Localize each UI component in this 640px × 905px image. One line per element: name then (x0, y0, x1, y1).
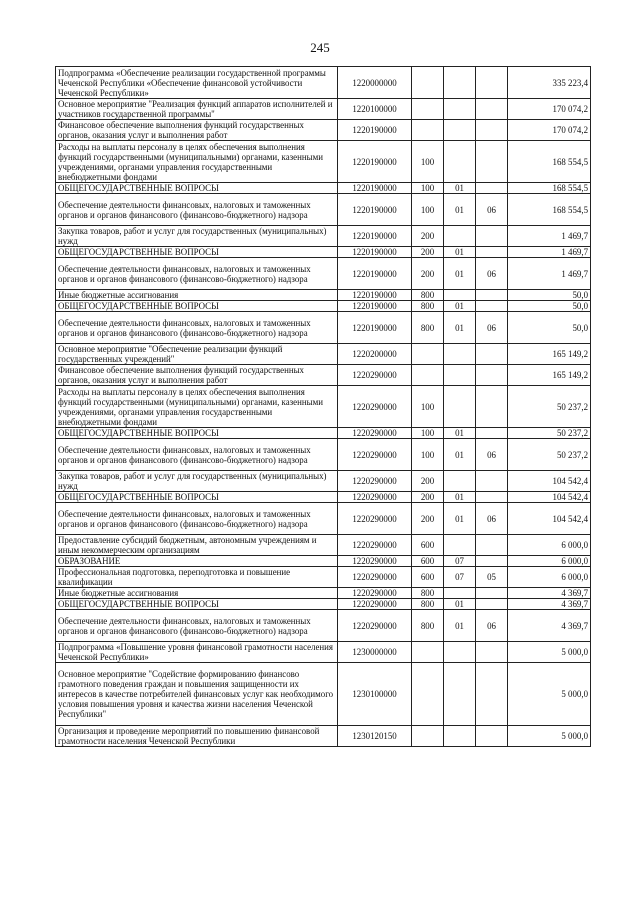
cell-name: Расходы на выплаты персоналу в целях обеспечения выполнения функций государственными (муниципальными) органами, казенными учреждениями, органами управления государственными внебюджетными фондами (56, 386, 338, 428)
cell-pr (476, 428, 508, 439)
cell-sum: 6 000,0 (508, 556, 591, 567)
cell-rz (444, 290, 476, 301)
cell-vr: 200 (412, 492, 444, 503)
cell-code: 1220290000 (338, 428, 412, 439)
cell-rz: 01 (444, 258, 476, 290)
cell-vr: 200 (412, 503, 444, 535)
cell-rz (444, 365, 476, 386)
cell-sum: 165 149,2 (508, 344, 591, 365)
cell-pr: 06 (476, 439, 508, 471)
cell-rz (444, 386, 476, 428)
cell-name: Иные бюджетные ассигнования (56, 588, 338, 599)
cell-name: ОБЩЕГОСУДАРСТВЕННЫЕ ВОПРОСЫ (56, 301, 338, 312)
cell-vr (412, 365, 444, 386)
cell-code: 1220290000 (338, 471, 412, 492)
cell-pr (476, 120, 508, 141)
cell-code: 1220290000 (338, 567, 412, 588)
cell-pr (476, 599, 508, 610)
cell-vr: 100 (412, 183, 444, 194)
cell-pr (476, 365, 508, 386)
cell-sum: 165 149,2 (508, 365, 591, 386)
cell-code: 1220190000 (338, 290, 412, 301)
cell-vr: 800 (412, 290, 444, 301)
cell-code: 1220190000 (338, 258, 412, 290)
cell-vr: 200 (412, 226, 444, 247)
table-row (56, 492, 591, 503)
table-row (56, 99, 591, 120)
cell-sum: 104 542,4 (508, 503, 591, 535)
cell-name: Обеспечение деятельности финансовых, налоговых и таможенных органов и органов финансового (финансово-бюджетного) надзора (56, 194, 338, 226)
cell-rz: 01 (444, 312, 476, 344)
cell-vr: 100 (412, 439, 444, 471)
cell-sum: 1 469,7 (508, 258, 591, 290)
cell-sum: 6 000,0 (508, 535, 591, 556)
cell-rz (444, 99, 476, 120)
cell-rz: 01 (444, 428, 476, 439)
cell-vr: 600 (412, 556, 444, 567)
cell-sum: 50,0 (508, 301, 591, 312)
cell-vr (412, 663, 444, 726)
cell-name: Организация и проведение мероприятий по повышению финансовой грамотности населения Чеченской Республики (56, 726, 338, 747)
cell-pr (476, 67, 508, 99)
cell-name: Иные бюджетные ассигнования (56, 290, 338, 301)
cell-vr: 200 (412, 247, 444, 258)
cell-name: Предоставление субсидий бюджетным, автономным учреждениям и иным некоммерческим организациям (56, 535, 338, 556)
cell-name: ОБЩЕГОСУДАРСТВЕННЫЕ ВОПРОСЫ (56, 492, 338, 503)
cell-pr (476, 588, 508, 599)
cell-pr: 06 (476, 503, 508, 535)
cell-code: 1220290000 (338, 386, 412, 428)
cell-name: Обеспечение деятельности финансовых, налоговых и таможенных органов и органов финансового (финансово-бюджетного) надзора (56, 610, 338, 642)
table-row (56, 726, 591, 747)
cell-code: 1220290000 (338, 503, 412, 535)
table-row (56, 556, 591, 567)
cell-sum: 335 223,4 (508, 67, 591, 99)
cell-sum: 5 000,0 (508, 663, 591, 726)
cell-name: Обеспечение деятельности финансовых, налоговых и таможенных органов и органов финансового (финансово-бюджетного) надзора (56, 312, 338, 344)
table-row (56, 226, 591, 247)
table-row (56, 599, 591, 610)
cell-name: Расходы на выплаты персоналу в целях обеспечения выполнения функций государственными (муниципальными) органами, казенными учреждениями, органами управления государственными внебюджетными фондами (56, 141, 338, 183)
cell-sum: 1 469,7 (508, 226, 591, 247)
cell-sum: 50 237,2 (508, 386, 591, 428)
cell-vr (412, 344, 444, 365)
cell-pr (476, 471, 508, 492)
cell-rz: 07 (444, 567, 476, 588)
cell-sum: 4 369,7 (508, 599, 591, 610)
table-row (56, 67, 591, 99)
cell-vr: 100 (412, 428, 444, 439)
cell-sum: 6 000,0 (508, 567, 591, 588)
cell-code: 1220190000 (338, 226, 412, 247)
cell-name: ОБЩЕГОСУДАРСТВЕННЫЕ ВОПРОСЫ (56, 428, 338, 439)
cell-name: ОБЩЕГОСУДАРСТВЕННЫЕ ВОПРОСЫ (56, 183, 338, 194)
cell-vr: 100 (412, 194, 444, 226)
table-row (56, 642, 591, 663)
cell-vr: 600 (412, 567, 444, 588)
cell-vr (412, 99, 444, 120)
cell-pr: 06 (476, 312, 508, 344)
cell-code: 1220290000 (338, 365, 412, 386)
cell-sum: 50 237,2 (508, 439, 591, 471)
cell-code: 1220190000 (338, 141, 412, 183)
cell-code: 1220190000 (338, 247, 412, 258)
cell-code: 1220290000 (338, 588, 412, 599)
cell-name: Закупка товаров, работ и услуг для государственных (муниципальных) нужд (56, 226, 338, 247)
cell-code: 1230000000 (338, 642, 412, 663)
table-row (56, 588, 591, 599)
cell-rz (444, 663, 476, 726)
cell-rz (444, 344, 476, 365)
cell-rz (444, 67, 476, 99)
cell-sum: 5 000,0 (508, 642, 591, 663)
cell-pr (476, 663, 508, 726)
cell-sum: 5 000,0 (508, 726, 591, 747)
cell-rz: 07 (444, 556, 476, 567)
cell-rz: 01 (444, 439, 476, 471)
cell-vr: 200 (412, 471, 444, 492)
cell-vr (412, 642, 444, 663)
table-row (56, 365, 591, 386)
table-row (56, 247, 591, 258)
cell-vr: 100 (412, 386, 444, 428)
cell-pr (476, 290, 508, 301)
cell-pr (476, 535, 508, 556)
cell-vr: 800 (412, 610, 444, 642)
cell-sum: 170 074,2 (508, 120, 591, 141)
cell-pr (476, 183, 508, 194)
cell-code: 1230100000 (338, 663, 412, 726)
cell-code: 1220290000 (338, 492, 412, 503)
cell-pr (476, 386, 508, 428)
table-row (56, 141, 591, 183)
table-row (56, 344, 591, 365)
budget-table (55, 66, 591, 747)
cell-sum: 50,0 (508, 290, 591, 301)
cell-pr: 06 (476, 610, 508, 642)
cell-name: Обеспечение деятельности финансовых, налоговых и таможенных органов и органов финансового (финансово-бюджетного) надзора (56, 258, 338, 290)
cell-vr: 800 (412, 599, 444, 610)
cell-sum: 170 074,2 (508, 99, 591, 120)
page-number: 245 (310, 40, 330, 55)
cell-vr: 800 (412, 588, 444, 599)
cell-pr (476, 301, 508, 312)
cell-code: 1220290000 (338, 556, 412, 567)
cell-rz (444, 120, 476, 141)
cell-name: Финансовое обеспечение выполнения функций государственных органов, оказания услуг и выполнения работ (56, 120, 338, 141)
cell-rz (444, 141, 476, 183)
cell-pr (476, 492, 508, 503)
cell-code: 1220000000 (338, 67, 412, 99)
table-row (56, 663, 591, 726)
cell-name: Основное мероприятие "Содействие формированию финансово грамотного поведения граждан и повышения защищенности их интересов в качестве потребителей финансовых услуг как необходимого условия повышения уровня и качества жизни населения Чеченской Республики" (56, 663, 338, 726)
cell-code: 1220200000 (338, 344, 412, 365)
cell-vr: 800 (412, 301, 444, 312)
cell-name: Основное мероприятие "Реализация функций аппаратов исполнителей и участников государственной программы" (56, 99, 338, 120)
cell-rz: 01 (444, 610, 476, 642)
cell-code: 1220190000 (338, 312, 412, 344)
table-row (56, 386, 591, 428)
table-row (56, 258, 591, 290)
cell-rz (444, 535, 476, 556)
table-row (56, 290, 591, 301)
table-row (56, 301, 591, 312)
cell-name: Финансовое обеспечение выполнения функций государственных органов, оказания услуг и выполнения работ (56, 365, 338, 386)
cell-rz: 01 (444, 599, 476, 610)
cell-pr (476, 726, 508, 747)
cell-code: 1220290000 (338, 610, 412, 642)
table-row (56, 503, 591, 535)
cell-vr: 800 (412, 312, 444, 344)
table-row (56, 183, 591, 194)
cell-sum: 104 542,4 (508, 471, 591, 492)
cell-name: ОБРАЗОВАНИЕ (56, 556, 338, 567)
cell-pr: 06 (476, 258, 508, 290)
cell-rz: 01 (444, 183, 476, 194)
cell-name: Профессиональная подготовка, переподготовка и повышение квалификации (56, 567, 338, 588)
cell-name: Подпрограмма «Повышение уровня финансовой грамотности населения Чеченской Республики» (56, 642, 338, 663)
cell-code: 1220290000 (338, 439, 412, 471)
cell-rz (444, 226, 476, 247)
table-row (56, 439, 591, 471)
cell-rz (444, 642, 476, 663)
cell-sum: 168 554,5 (508, 194, 591, 226)
cell-name: Закупка товаров, работ и услуг для государственных (муниципальных) нужд (56, 471, 338, 492)
cell-sum: 50 237,2 (508, 428, 591, 439)
cell-pr (476, 247, 508, 258)
cell-code: 1230120150 (338, 726, 412, 747)
cell-rz: 01 (444, 301, 476, 312)
cell-vr: 200 (412, 258, 444, 290)
table-row (56, 120, 591, 141)
cell-vr (412, 67, 444, 99)
cell-rz: 01 (444, 503, 476, 535)
cell-sum: 104 542,4 (508, 492, 591, 503)
cell-pr (476, 226, 508, 247)
cell-code: 1220290000 (338, 599, 412, 610)
cell-vr (412, 726, 444, 747)
cell-rz: 01 (444, 492, 476, 503)
cell-rz (444, 471, 476, 492)
cell-code: 1220190000 (338, 120, 412, 141)
cell-rz (444, 588, 476, 599)
cell-name: Основное мероприятие "Обеспечение реализации функций государственных учреждений" (56, 344, 338, 365)
table-row (56, 471, 591, 492)
cell-name: Подпрограмма «Обеспечение реализации государственной программы Чеченской Республики «Обеспечение финансовой устойчивости Чеченской Республики» (56, 67, 338, 99)
cell-pr (476, 141, 508, 183)
cell-pr: 05 (476, 567, 508, 588)
cell-pr: 06 (476, 194, 508, 226)
table-row (56, 194, 591, 226)
cell-name: Обеспечение деятельности финансовых, налоговых и таможенных органов и органов финансового (финансово-бюджетного) надзора (56, 439, 338, 471)
cell-code: 1220290000 (338, 535, 412, 556)
table-row (56, 567, 591, 588)
cell-code: 1220190000 (338, 301, 412, 312)
cell-name: ОБЩЕГОСУДАРСТВЕННЫЕ ВОПРОСЫ (56, 599, 338, 610)
cell-name: ОБЩЕГОСУДАРСТВЕННЫЕ ВОПРОСЫ (56, 247, 338, 258)
cell-rz: 01 (444, 194, 476, 226)
cell-rz (444, 726, 476, 747)
cell-vr: 100 (412, 141, 444, 183)
cell-code: 1220190000 (338, 183, 412, 194)
cell-sum: 4 369,7 (508, 588, 591, 599)
cell-vr (412, 120, 444, 141)
cell-sum: 168 554,5 (508, 141, 591, 183)
budget-table-body (56, 67, 591, 747)
cell-pr (476, 642, 508, 663)
cell-pr (476, 344, 508, 365)
table-row (56, 312, 591, 344)
cell-pr (476, 556, 508, 567)
cell-sum: 1 469,7 (508, 247, 591, 258)
table-row (56, 535, 591, 556)
cell-sum: 50,0 (508, 312, 591, 344)
table-row (56, 428, 591, 439)
cell-sum: 4 369,7 (508, 610, 591, 642)
cell-vr: 600 (412, 535, 444, 556)
cell-sum: 168 554,5 (508, 183, 591, 194)
cell-code: 1220100000 (338, 99, 412, 120)
cell-code: 1220190000 (338, 194, 412, 226)
table-row (56, 610, 591, 642)
cell-pr (476, 99, 508, 120)
cell-name: Обеспечение деятельности финансовых, налоговых и таможенных органов и органов финансового (финансово-бюджетного) надзора (56, 503, 338, 535)
cell-rz: 01 (444, 247, 476, 258)
